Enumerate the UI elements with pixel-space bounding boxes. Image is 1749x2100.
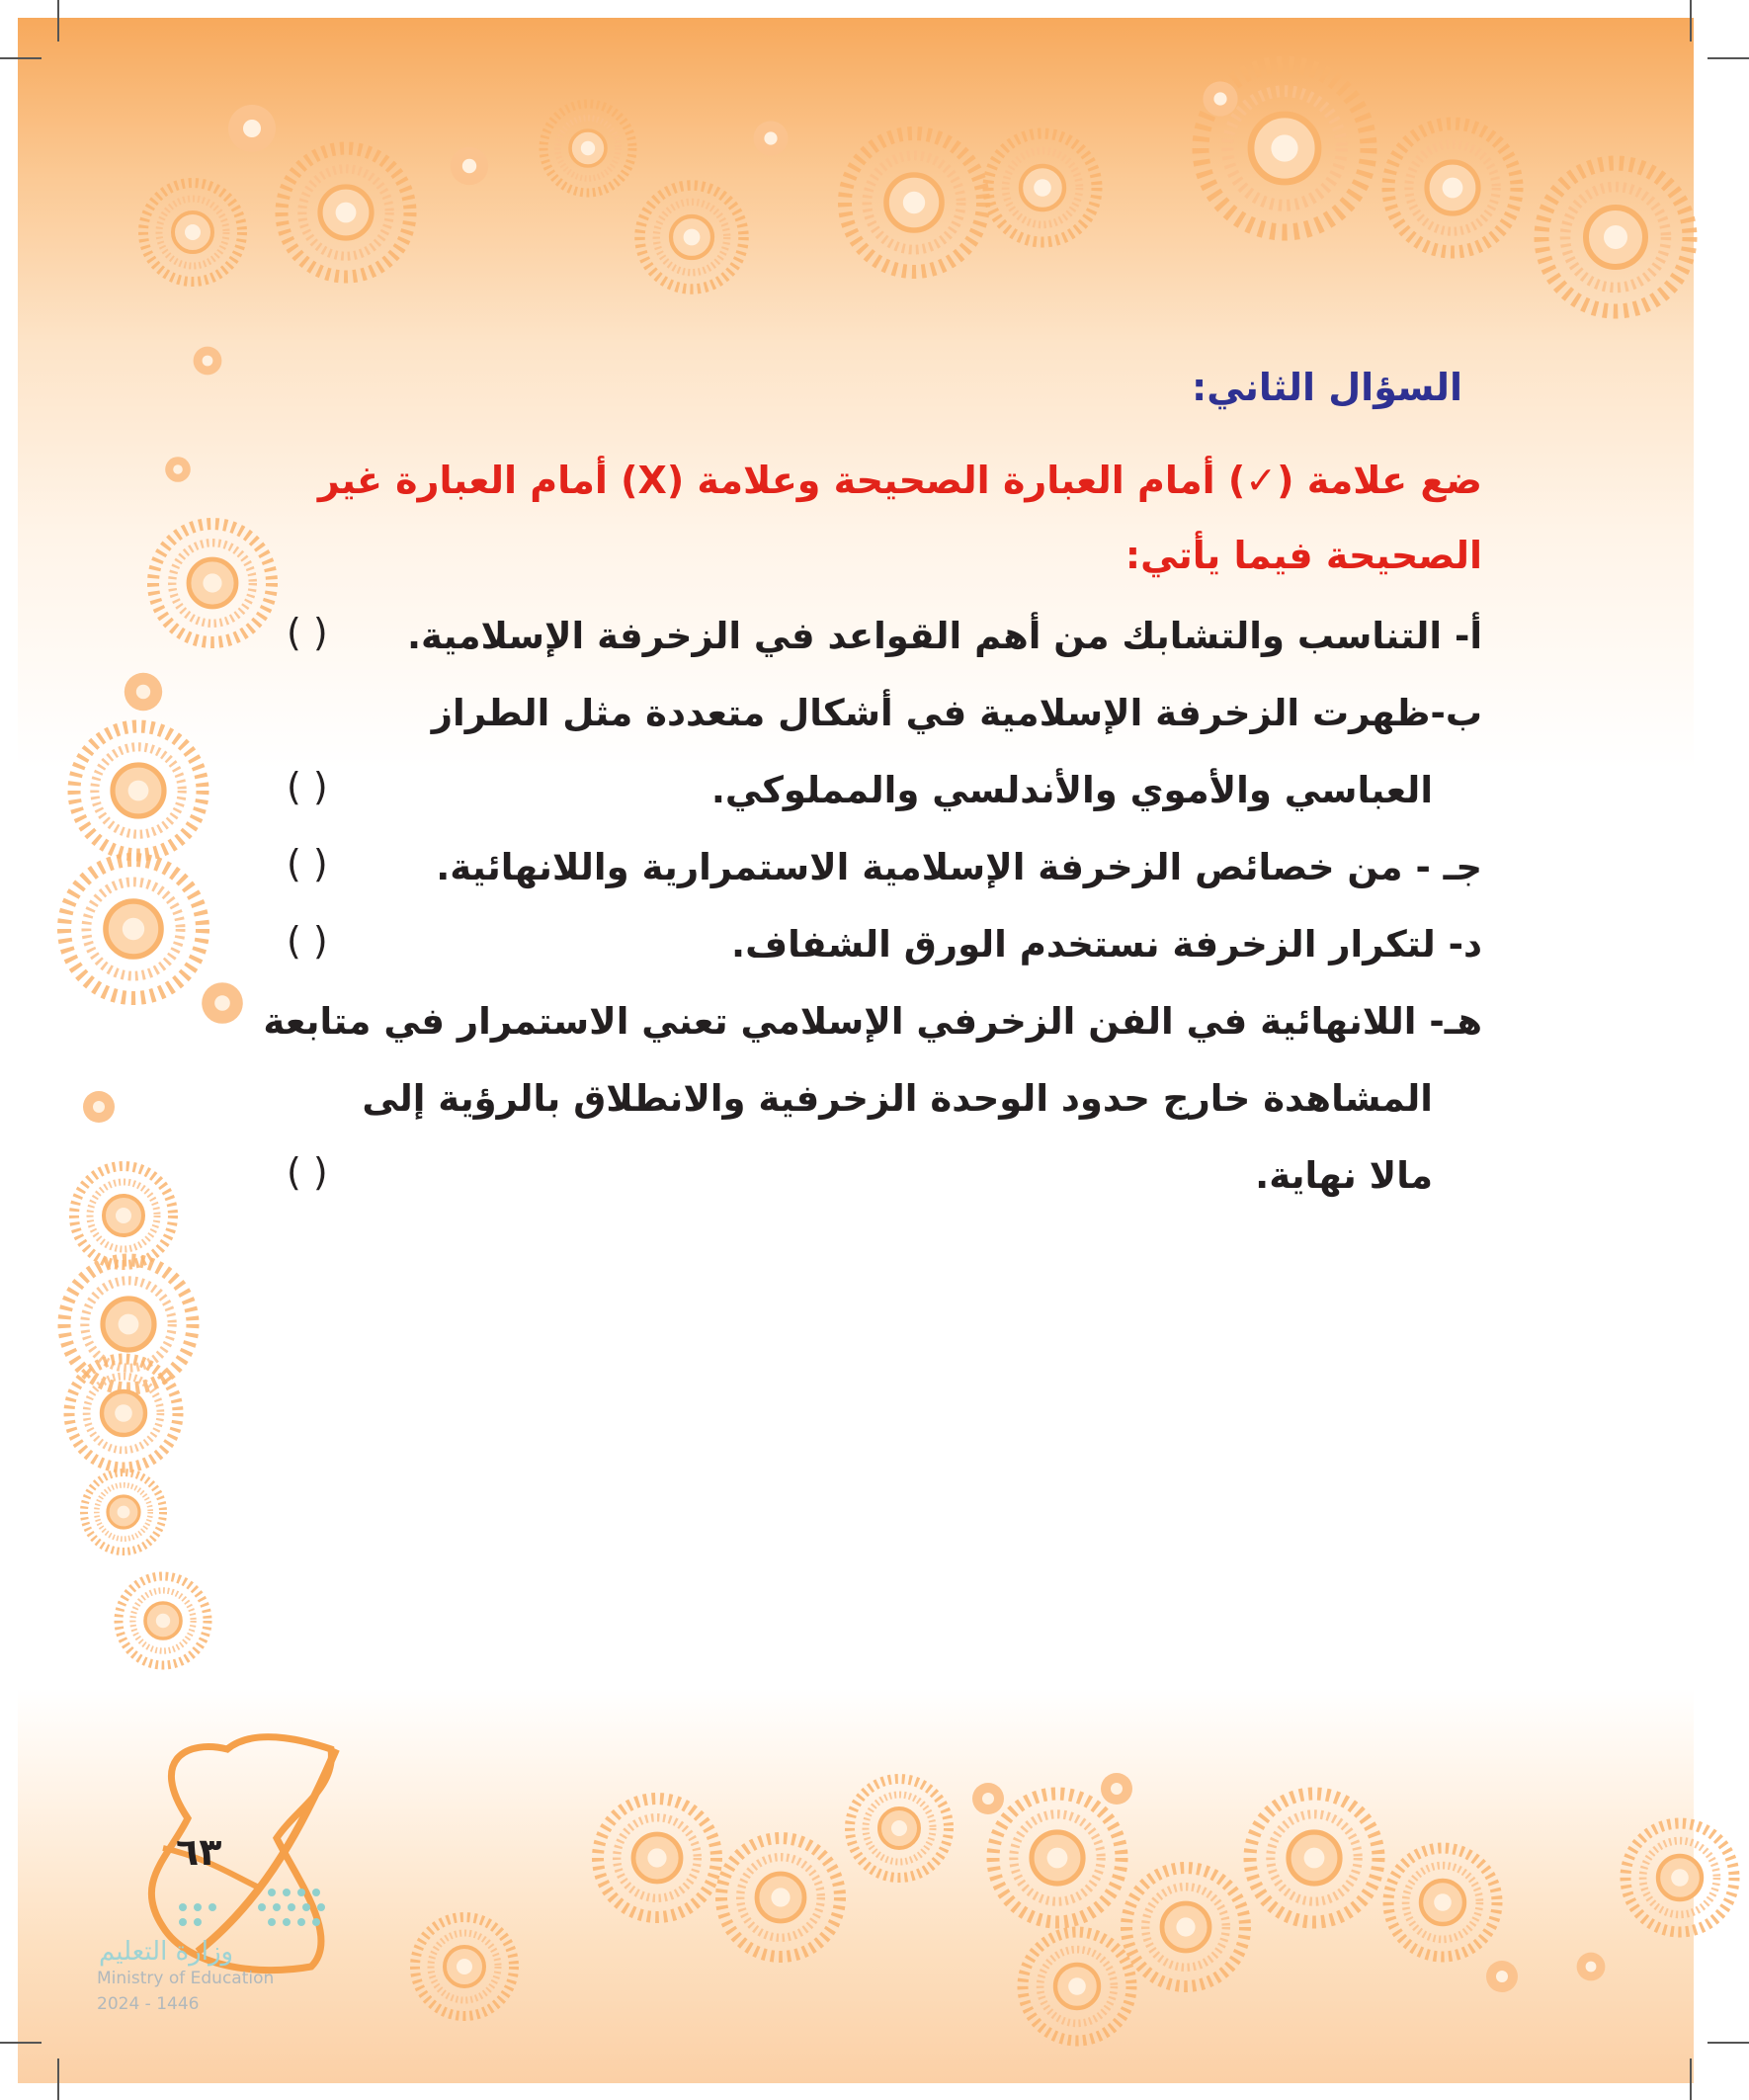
answer-box-c[interactable]: ( ) <box>287 842 328 885</box>
crop-mark <box>1690 0 1692 42</box>
statement-c: جـ - من خصائص الزخرفة الإسلامية الاستمرارية واللانهائية. <box>436 846 1482 888</box>
page-number: ٦٣ <box>176 1830 222 1874</box>
crop-mark <box>0 2042 42 2044</box>
crop-mark <box>1707 57 1749 59</box>
ministry-name-arabic: وزارة التعليم <box>99 1937 234 1967</box>
ministry-name-english: Ministry of Education <box>97 1969 275 1988</box>
crop-mark <box>1707 2042 1749 2044</box>
statement-e-line-1: هـ- اللانهائية في الفن الزخرفي الإسلامي تعني الاستمرار في متابعة <box>263 1000 1482 1043</box>
instruction-text <box>247 443 1482 593</box>
statement-e-line-2: المشاهدة خارج حدود الوحدة الزخرفية والانطلاق بالرؤية إلى <box>362 1077 1433 1120</box>
answer-box-e[interactable]: ( ) <box>287 1150 328 1194</box>
instruction-line-2: الصحيحة فيما يأتي: <box>1124 534 1482 577</box>
crop-mark <box>0 57 42 59</box>
crop-mark <box>57 2058 59 2100</box>
crop-mark <box>1690 2058 1692 2100</box>
statement-b-line-1: ب-ظهرت الزخرفة الإسلامية في أشكال متعددة مثل الطراز <box>431 692 1482 734</box>
answer-box-d[interactable]: ( ) <box>287 919 328 963</box>
statement-e-line-3: مالا نهاية. <box>1255 1154 1433 1197</box>
statement-d: د- لتكرار الزخرفة نستخدم الورق الشفاف. <box>731 923 1482 966</box>
question-title: السؤال الثاني: <box>1192 366 1462 409</box>
edition-year: 2024 - 1446 <box>97 1994 200 2014</box>
instruction-line-1: ضع علامة (✓) أمام العبارة الصحيحة وعلامة (X) أمام العبارة غير <box>317 459 1482 502</box>
answer-box-a[interactable]: ( ) <box>287 611 328 654</box>
crop-mark <box>57 0 59 42</box>
statement-a: أ- التناسب والتشابك من أهم القواعد في الزخرفة الإسلامية. <box>407 615 1482 657</box>
answer-box-b[interactable]: ( ) <box>287 765 328 808</box>
page-background <box>18 18 1694 2083</box>
statement-b-line-2: العباسي والأموي والأندلسي والمملوكي. <box>710 769 1433 811</box>
